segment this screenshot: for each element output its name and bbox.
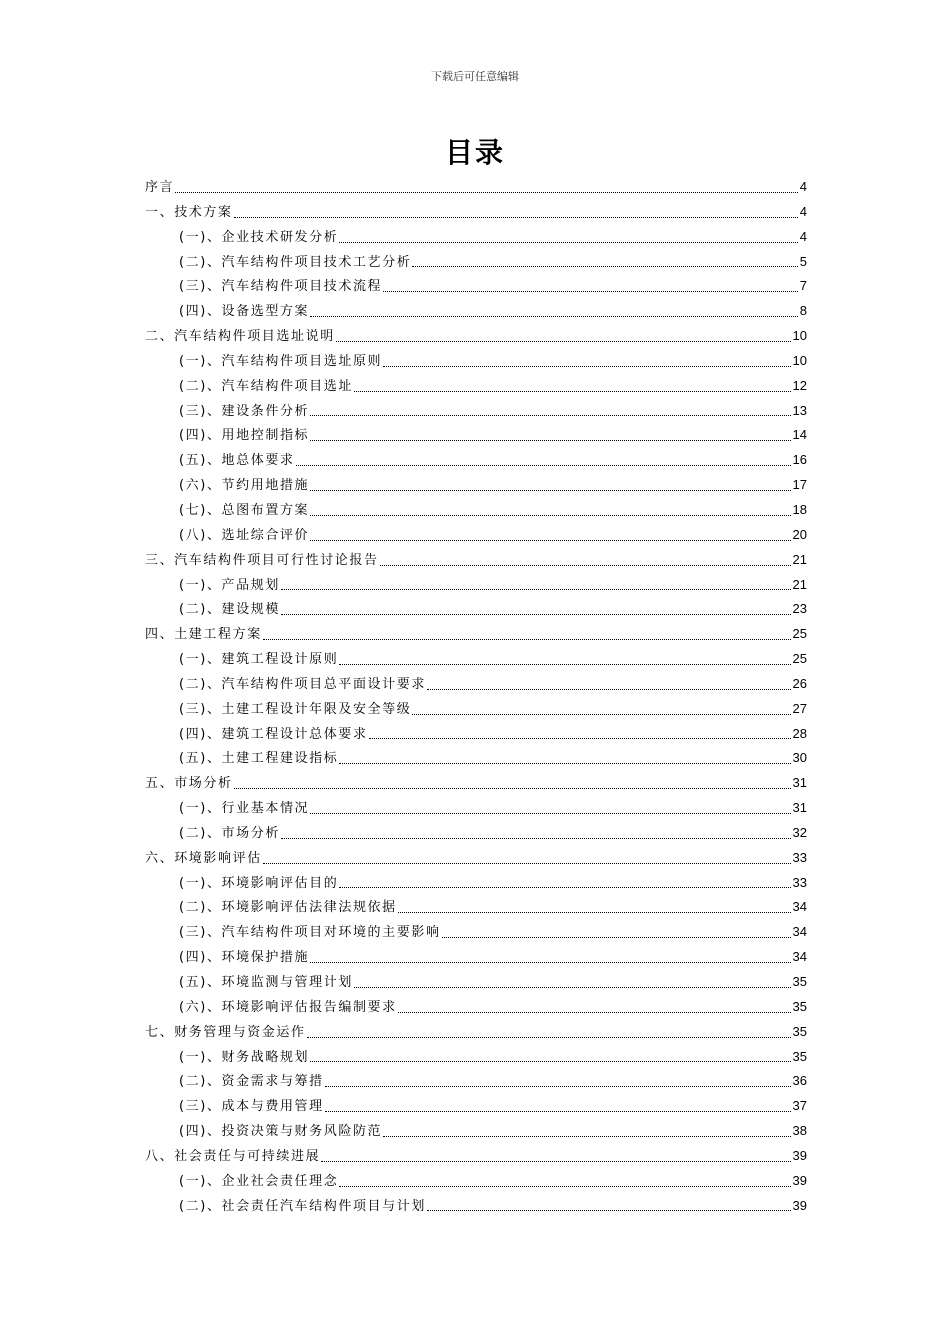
toc-entry-page: 28 [792,725,807,741]
toc-entry-label: (一)、环境影响评估目的 [179,875,339,891]
toc-entry[interactable] [145,673,807,698]
toc-dot-leader [310,414,790,416]
toc-entry[interactable] [145,524,807,549]
toc-entry-page: 36 [792,1073,807,1089]
toc-dot-leader [281,588,791,590]
toc-dot-leader [427,1209,791,1211]
toc-entry-label: (二)、建设规模 [179,602,280,618]
toc-entry-page: 39 [792,1172,807,1188]
toc-entry-page: 25 [792,651,807,667]
toc-entry-page: 37 [792,1098,807,1114]
toc-entry[interactable] [145,797,807,822]
toc-entry-label: (四)、环境保护措施 [179,950,310,966]
toc-entry-label: (四)、设备选型方案 [179,304,310,320]
toc-entry-label: (一)、企业社会责任理念 [179,1173,339,1189]
toc-entry-label: 五、市场分析 [145,776,233,792]
toc-entry[interactable] [145,1195,807,1220]
toc-dot-leader [310,1060,790,1062]
toc-entry-page: 35 [792,974,807,989]
toc-entry[interactable] [145,1120,807,1145]
toc-entry-label: (三)、建设条件分析 [179,403,310,419]
toc-entry[interactable] [145,226,807,251]
toc-entry[interactable] [145,772,807,797]
toc-dot-leader [234,216,798,218]
toc-entry[interactable] [145,251,807,276]
toc-dot-leader [263,862,791,864]
toc-dot-leader [310,812,790,814]
toc-dot-leader [369,737,791,739]
toc-entry-page: 12 [792,377,807,393]
toc-entry-label: (三)、汽车结构件项目技术流程 [179,279,383,295]
toc-entry-label: (六)、环境影响评估报告编制要求 [179,999,397,1015]
toc-entry[interactable] [145,424,807,449]
toc-entry-label: (四)、投资决策与财务风险防范 [179,1124,383,1140]
toc-entry[interactable] [145,623,807,648]
toc-entry-label: (六)、节约用地措施 [179,478,310,494]
toc-dot-leader [310,539,790,541]
toc-entry-page: 31 [792,800,807,816]
toc-entry[interactable] [145,375,807,400]
toc-entry-label: (五)、环境监测与管理计划 [179,975,353,990]
page-title: 目录 [444,136,505,169]
toc-dot-leader [427,688,791,690]
toc-dot-leader [354,390,791,392]
toc-entry-page: 16 [792,452,807,468]
toc-entry-label: (二)、汽车结构件项目总平面设计要求 [179,676,426,692]
toc-entry-label: 二、汽车结构件项目选址说明 [145,329,335,345]
toc-entry-label: (四)、用地控制指标 [179,428,310,444]
toc-dot-leader [310,514,790,516]
toc-entry-page: 4 [799,179,807,194]
toc-entry[interactable] [145,1095,807,1120]
toc-entry-page: 4 [799,228,807,244]
toc-entry-label: 八、社会责任与可持续进展 [145,1148,321,1164]
toc-entry[interactable] [145,400,807,425]
toc-entry[interactable] [145,822,807,847]
toc-entry-label: (一)、建筑工程设计原则 [179,652,339,668]
toc-dot-leader [398,1011,791,1013]
toc-dot-leader [383,290,798,292]
toc-dot-leader [310,315,798,317]
toc-dot-leader [325,1110,791,1112]
toc-entry[interactable] [145,449,807,474]
toc-entry-label: 四、土建工程方案 [145,627,262,643]
toc-entry-label: 七、财务管理与资金运作 [145,1024,306,1040]
toc-dot-leader [321,1160,790,1162]
toc-entry[interactable] [145,325,807,350]
toc-entry-page: 21 [792,576,807,592]
toc-dot-leader [336,340,791,342]
toc-dot-leader [339,1185,790,1187]
toc-dot-leader [339,663,790,665]
toc-entry[interactable] [145,698,807,723]
toc-entry-page: 35 [792,998,807,1014]
toc-entry-label: (一)、汽车结构件项目选址原则 [179,353,383,369]
toc-entry-label: (三)、土建工程设计年限及安全等级 [179,701,412,717]
toc-entry[interactable] [145,1170,807,1195]
toc-dot-leader [383,365,790,367]
toc-entry[interactable] [145,474,807,499]
toc-entry[interactable] [145,549,807,574]
toc-entry-page: 4 [799,203,807,219]
toc-entry-page: 10 [792,352,807,368]
toc-entry-page: 17 [792,477,807,493]
toc-entry-label: (三)、成本与费用管理 [179,1099,324,1115]
toc-entry-page: 34 [792,949,807,965]
toc-entry-label: (一)、企业技术研发分析 [179,229,339,245]
toc-dot-leader [310,961,790,963]
toc-entry-page: 33 [792,849,807,865]
toc-entry[interactable] [145,847,807,872]
toc-entry[interactable] [145,996,807,1021]
toc-entry-label: (四)、建筑工程设计总体要求 [179,726,368,742]
toc-entry-page: 34 [792,924,807,940]
toc-entry-label: (二)、汽车结构件项目技术工艺分析 [179,254,412,270]
toc-entry[interactable] [145,872,807,897]
toc-entry[interactable] [145,598,807,623]
toc-entry-page: 25 [792,626,807,642]
toc-entry-page: 20 [792,526,807,542]
toc-entry-label: (二)、社会责任汽车结构件项目与计划 [179,1198,426,1214]
toc-dot-leader [412,265,797,267]
toc-dot-leader [398,911,791,913]
toc-dot-leader [310,489,790,491]
toc-entry-page: 31 [792,775,807,791]
toc-entry[interactable] [145,1145,807,1170]
toc-dot-leader [339,241,797,243]
toc-entry[interactable] [145,201,807,226]
toc-entry-page: 35 [792,1023,807,1039]
toc-dot-leader [281,613,791,615]
toc-entry[interactable] [145,275,807,300]
toc-dot-leader [310,439,790,441]
toc-entry-label: 三、汽车结构件项目可行性讨论报告 [145,552,379,568]
toc-entry-label: (二)、市场分析 [179,825,280,841]
toc-entry-page: 8 [799,303,807,319]
toc-entry-label: (五)、土建工程建设指标 [179,751,339,767]
toc-dot-leader [354,986,791,988]
toc-entry[interactable] [145,946,807,971]
toc-entry-page: 18 [792,501,807,517]
toc-entry-page: 23 [792,601,807,617]
toc-entry-page: 5 [799,253,807,269]
toc-entry-page: 21 [792,551,807,567]
toc-dot-leader [412,713,790,715]
toc-entry[interactable] [145,723,807,748]
toc-entry[interactable] [145,350,807,375]
table-of-contents [145,176,807,1219]
toc-entry-label: 一、技术方案 [145,204,233,220]
toc-entry-page: 35 [792,1048,807,1064]
toc-dot-leader [307,1036,791,1038]
toc-dot-leader [296,464,791,466]
toc-entry-page: 26 [792,675,807,691]
toc-dot-leader [175,191,798,193]
toc-entry[interactable] [145,896,807,921]
toc-entry-label: (三)、汽车结构件项目对环境的主要影响 [179,925,441,941]
toc-entry[interactable] [145,1070,807,1095]
toc-entry-page: 33 [792,874,807,890]
toc-dot-leader [383,1135,790,1137]
toc-entry[interactable] [145,1046,807,1071]
toc-dot-leader [339,886,790,888]
toc-dot-leader [380,564,791,566]
toc-entry-label: (五)、地总体要求 [179,453,295,469]
toc-entry-page: 30 [792,750,807,766]
toc-entry-page: 27 [792,700,807,716]
toc-entry-label: (一)、财务战略规划 [179,1049,310,1065]
toc-entry-page: 13 [792,402,807,418]
toc-entry-page: 7 [799,278,807,294]
toc-dot-leader [281,837,791,839]
toc-entry-page: 10 [792,328,807,344]
toc-entry-page: 14 [792,427,807,443]
toc-entry[interactable] [145,300,807,325]
toc-entry-label: (二)、资金需求与筹措 [179,1074,324,1090]
toc-entry[interactable] [145,747,807,772]
toc-entry-label: 序言 [145,180,175,195]
toc-entry[interactable] [145,648,807,673]
toc-entry-label: (一)、产品规划 [179,577,280,593]
toc-entry-page: 38 [792,1123,807,1139]
toc-entry-label: (七)、总图布置方案 [179,502,310,518]
toc-entry-page: 39 [792,1197,807,1213]
toc-entry-label: 六、环境影响评估 [145,850,262,866]
toc-entry[interactable] [145,499,807,524]
toc-entry[interactable] [145,971,807,996]
toc-entry[interactable] [145,574,807,599]
header-note: 下载后可任意编辑 [431,70,519,83]
toc-entry[interactable] [145,1021,807,1046]
toc-entry-label: (二)、环境影响评估法律法规依据 [179,900,397,916]
toc-entry-page: 39 [792,1147,807,1163]
toc-entry-label: (一)、行业基本情况 [179,801,310,817]
toc-dot-leader [263,638,791,640]
toc-entry[interactable] [145,921,807,946]
toc-entry-label: (二)、汽车结构件项目选址 [179,378,353,394]
toc-dot-leader [325,1085,791,1087]
toc-entry[interactable] [145,176,807,201]
toc-entry-label: (八)、选址综合评价 [179,527,310,543]
toc-entry-page: 34 [792,899,807,915]
toc-entry-page: 32 [792,824,807,840]
toc-dot-leader [442,936,791,938]
toc-dot-leader [234,787,791,789]
toc-dot-leader [339,762,790,764]
